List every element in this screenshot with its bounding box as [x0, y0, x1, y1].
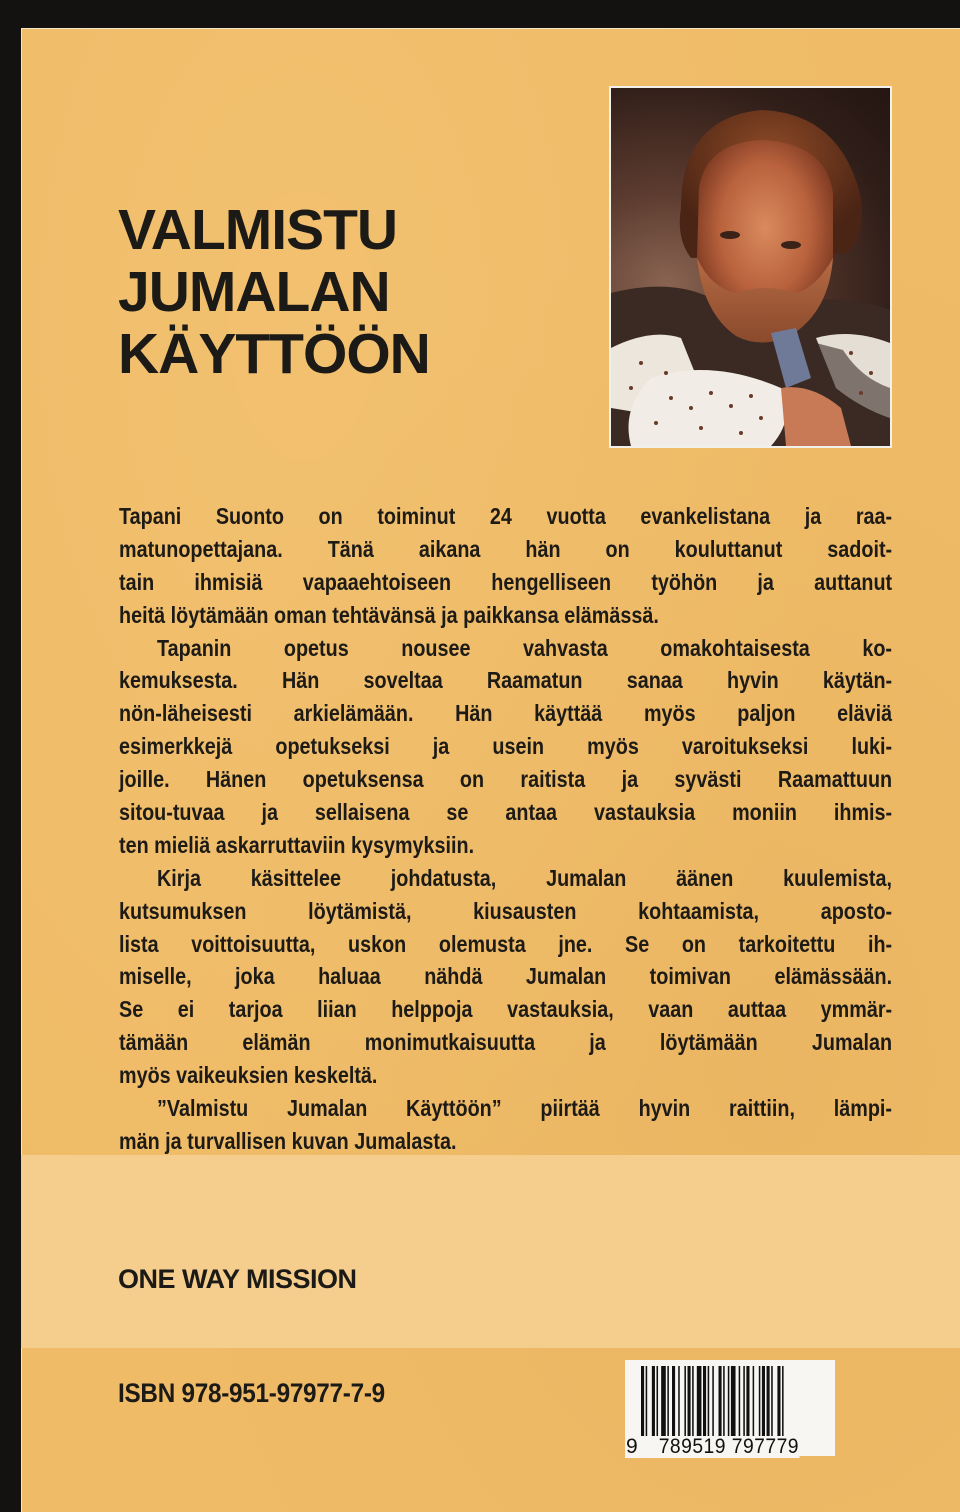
barcode-first-digit: 9 — [625, 1436, 644, 1458]
book-title — [118, 199, 430, 385]
description-line — [119, 664, 892, 697]
author-photo — [611, 88, 890, 446]
description-line-text: tämään elämän monimutkaisuutta ja löytämään Jumalan — [119, 1029, 893, 1056]
description-line-text: heitä löytämään oman tehtävänsä ja paikkansa elämässä. — [119, 601, 659, 628]
description-line-text: ”Valmistu Jumalan Käyttöön” piirtää hyvin raittiin, lämpi- — [157, 1095, 892, 1122]
description-line — [119, 500, 892, 533]
title-line-2: JUMALAN — [118, 260, 390, 324]
description-line — [119, 796, 892, 829]
isbn-barcode — [625, 1360, 835, 1456]
author-portrait-icon — [611, 88, 890, 446]
description-line-text: joille. Hänen opetuksensa on raitista ja syvästi Raamattuun — [119, 766, 893, 793]
description-line — [119, 1059, 892, 1092]
description-line — [119, 697, 892, 730]
description-line — [119, 533, 892, 566]
description-line — [119, 928, 892, 961]
description-line — [119, 895, 892, 928]
description-line — [119, 1125, 892, 1158]
description-line-text: nön-läheisesti arkielämään. Hän käyttää myös paljon eläviä — [119, 700, 893, 727]
author-photo-frame — [609, 86, 892, 448]
description-line — [119, 862, 892, 895]
title-line-3: KÄYTTÖÖN — [118, 322, 430, 386]
description-line-text: lista voittoisuutta, uskon olemusta jne. Se on tarkoitettu ih- — [119, 930, 893, 957]
description-line — [119, 829, 892, 862]
isbn-label: ISBN 978-951-97977-7-9 — [118, 1378, 385, 1408]
description-line — [119, 1092, 892, 1125]
description-line-text: män ja turvallisen kuvan Jumalasta. — [119, 1127, 457, 1154]
description-line-text: miselle, joka haluaa nähdä Jumalan toimivan elämässään. — [119, 963, 893, 990]
description-line — [119, 993, 892, 1026]
description-line-text: sitou-tuvaa ja sellaisena se antaa vastauksia moniin ihmis- — [119, 799, 893, 826]
description-line-text: esimerkkejä opetukseksi ja usein myös varoitukseksi luki- — [119, 733, 893, 760]
description-line — [119, 960, 892, 993]
description-line-text: Tapani Suonto on toiminut 24 vuotta evankelistana ja raa- — [119, 503, 893, 529]
description-line — [119, 566, 892, 599]
description-line-text: kemuksesta. Hän soveltaa Raamatun sanaa hyvin käytän- — [119, 667, 893, 694]
description-line — [119, 632, 892, 665]
description-line-text: kutsumuksen löytämistä, kiusausten kohtaamista, aposto- — [119, 897, 893, 924]
description-line-text: ten mieliä askarruttaviin kysymyksiin. — [119, 831, 475, 858]
description-line — [119, 1026, 892, 1059]
description-line-text: matunopettajana. Tänä aikana hän on kouluttanut sadoit- — [119, 535, 893, 562]
book-description — [119, 500, 892, 1158]
description-line-text: myös vaikeuksien keskeltä. — [119, 1062, 378, 1089]
description-line-text: Kirja käsittelee johdatusta, Jumalan äänen kuulemista, — [157, 864, 892, 891]
publisher-name: ONE WAY MISSION — [118, 1264, 357, 1294]
barcode-digits: 789519 797779 — [644, 1436, 799, 1458]
barcode-number — [625, 1436, 835, 1458]
title-line-1: VALMISTU — [118, 198, 398, 262]
description-line — [119, 599, 892, 632]
description-line — [119, 763, 892, 796]
description-line-text: tain ihmisiä vapaaehtoiseen hengelliseen työhön ja auttanut — [119, 568, 893, 595]
description-line-text: Tapanin opetus nousee vahvasta omakohtaisesta ko- — [157, 634, 892, 661]
description-line-text: Se ei tarjoa liian helppoja vastauksia, vaan auttaa ymmär- — [119, 996, 893, 1023]
description-line — [119, 730, 892, 763]
publisher-band — [21, 1155, 960, 1348]
